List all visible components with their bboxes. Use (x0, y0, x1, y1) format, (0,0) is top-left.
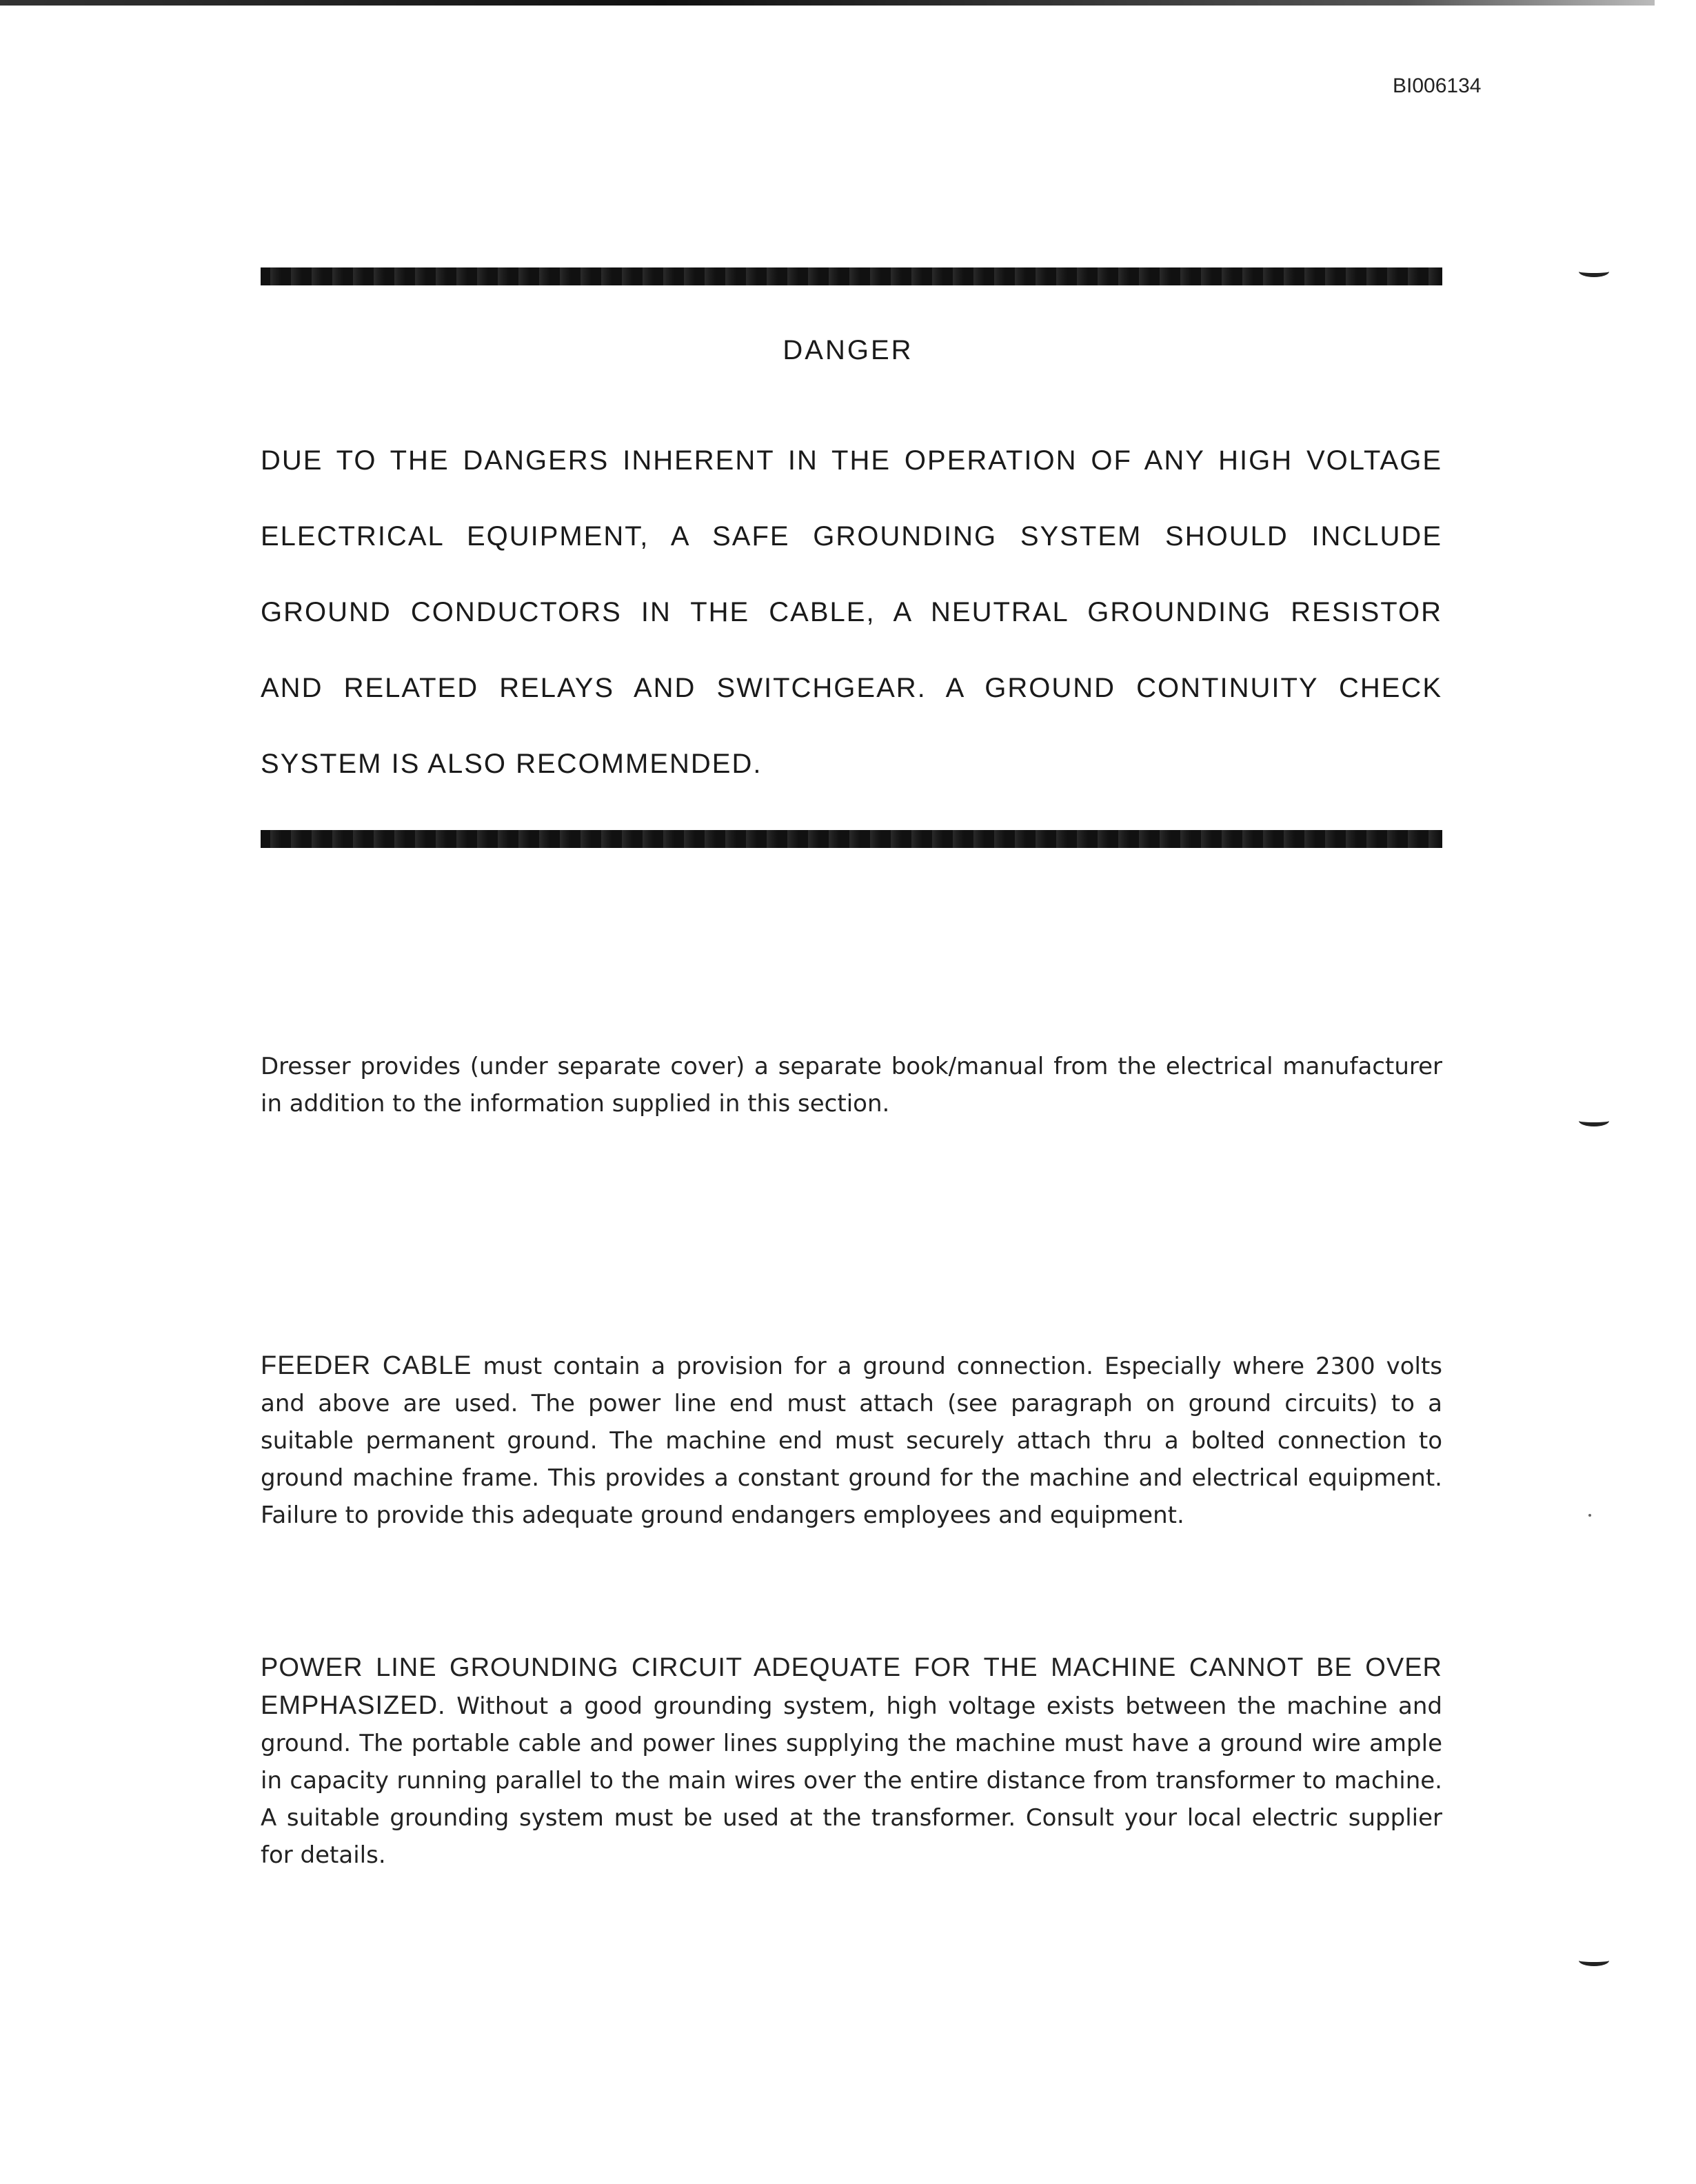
danger-line: AND RELATED RELAYS AND SWITCHGEAR. A GROUND CONTINUITY CHECK (261, 673, 1442, 703)
danger-bottom-bar (261, 830, 1442, 848)
danger-line: ELECTRICAL EQUIPMENT, A SAFE GROUNDING SYSTEM SHOULD INCLUDE (261, 521, 1442, 552)
power-line-body: Without a good grounding system, high voltage exists between the machine and ground. The portable cable and power lines supplying the machine must have a ground wire ample in capacity running parallel to the main wires over the entire distance from transformer to machine. A suitable grounding system must be used at the transformer. Consult your local electric supplier for details. (261, 1692, 1442, 1869)
margin-change-bar-mark (1579, 266, 1609, 277)
danger-line: GROUND CONDUCTORS IN THE CABLE, A NEUTRAL GROUNDING RESISTOR (261, 597, 1442, 627)
feeder-cable-heading: FEEDER CABLE (261, 1351, 472, 1380)
top-scan-rule (0, 0, 1655, 6)
power-line-heading: POWER LINE GROUNDING CIRCUIT ADEQUATE FOR THE MACHINE CANNOT BE OVER EMPHASIZED. (261, 1653, 1442, 1720)
danger-heading: DANGER (783, 335, 913, 365)
margin-change-bar-mark (1579, 1115, 1609, 1126)
scan-speck (1588, 1514, 1591, 1517)
danger-line: DUE TO THE DANGERS INHERENT IN THE OPERATION OF ANY HIGH VOLTAGE (261, 445, 1442, 476)
feeder-cable-paragraph (261, 1347, 1442, 1534)
document-id: BI006134 (1393, 74, 1482, 97)
power-line-grounding-paragraph (261, 1649, 1442, 1874)
dresser-manual-note: Dresser provides (under separate cover) a separate book/manual from the electrical manufacturer in addition to the information supplied in this section. (261, 1053, 1442, 1118)
danger-warning-text (261, 440, 1442, 819)
margin-change-bar-mark (1579, 1955, 1609, 1966)
danger-line: SYSTEM IS ALSO RECOMMENDED. (261, 749, 763, 779)
danger-top-bar (261, 267, 1442, 285)
feeder-cable-body: must contain a provision for a ground connection. Especially where 2300 volts and above are used. The power line end must attach (see paragraph on ground circuits) to a suitable permanent ground. The machine end must securely attach thru a bolted connection to ground machine frame. This provides a constant ground for the machine and electrical equipment. Failure to provide this adequate ground endangers employees and equipment. (261, 1353, 1442, 1529)
